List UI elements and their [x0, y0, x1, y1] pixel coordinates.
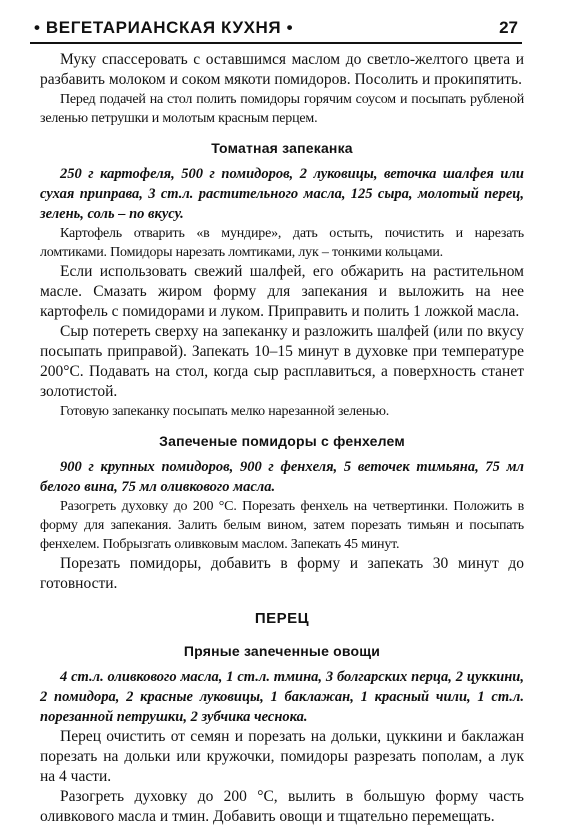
- body-paragraph: Если использовать свежий шалфей, его обжарить на растительном масле. Смазать жиром форму для запекания и выложить на нее картофель с помидорами и луком. Приправить и полить 1 ложкой масла.: [40, 263, 524, 320]
- ingredients-paragraph: 250 г картофеля, 500 г помидоров, 2 луковицы, веточка шалфея или сухая приправа, 3 ст.л. растительного масла, 125 сыра, молотый перец, зелень, соль – по вкусу.: [40, 166, 524, 222]
- section-heading: ПЕРЕЦ: [254, 610, 310, 627]
- body-paragraph: Разогреть духовку до 200 °С. Порезать фенхель на четвертинки. Положить в форму для запекания. Залить белым вином, затем порезать тимьян и посыпать фенхелем. Побрызгать оливковым маслом. Запекать 45 минут.: [40, 499, 524, 552]
- body-paragraph: Перец очистить от семян и порезать на дольки, цуккини и баклажан порезать на дольки или кружочки, помидоры разрезать пополам, а лук на 4 части.: [40, 728, 524, 785]
- body-paragraph: Готовую запеканку посыпать мелко нарезанной зеленью.: [60, 404, 390, 419]
- body-paragraph: Сыр потереть сверху на запеканку и разложить шалфей (или по вкусу посыпать приправой). Запекать 10–15 минут в духовке при температуре 200°С. Подавать на стол, когда сыр расплавиться, а поверхность станет золотистой.: [40, 323, 524, 400]
- recipe-title: Запеченые помидоры с фенхелем: [159, 433, 405, 449]
- body-paragraph: Муку спассеровать с оставшимся маслом до светло-желтого цвета и разбавить молоком и соком мякоти помидоров. Посолить и прокипятить.: [40, 51, 524, 88]
- body-paragraph: Перед подачей на стол полить помидоры горячим соусом и посыпать рубленой зеленью петрушки и молотым красным перцем.: [40, 92, 524, 126]
- page-header: [30, 12, 522, 44]
- recipe-title: Пряные заnеченные овощи: [183, 643, 381, 659]
- running-head: • ВЕГЕТАРИАНСКАЯ КУХНЯ •: [34, 18, 294, 37]
- body-paragraph: Порезать помидоры, добавить в форму и запекать 30 минут до готовности.: [40, 555, 524, 592]
- page-number: 27: [499, 18, 518, 37]
- body-paragraph: Картофель отварить «в мундире», дать остыть, почистить и нарезать ломтиками. Помидоры нарезать ломтиками, лук – тонкими кольцами.: [40, 226, 524, 260]
- ingredients-paragraph: 900 г крупных помидоров, 900 г фенхеля, 5 веточек тимьяна, 75 мл белого вина, 75 мл оливкового масла.: [40, 459, 524, 495]
- ingredients-paragraph: 4 ст.л. оливкового масла, 1 ст.л. тмина, 3 болгарских перца, 2 цуккини, 2 помидора, 2 красные луковицы, 1 баклажан, 1 красный чили, 1 ст.л. порезанной петрушки, 2 зубчика чеснока.: [40, 669, 524, 725]
- recipe-title: Томатная запеканка: [211, 140, 353, 156]
- body-paragraph: Разогреть духовку до 200 °С, вылить в большую форму часть оливкового масла и тмин. Добавить овощи и тщательно перемещать.: [40, 788, 524, 825]
- page-body: [40, 50, 524, 827]
